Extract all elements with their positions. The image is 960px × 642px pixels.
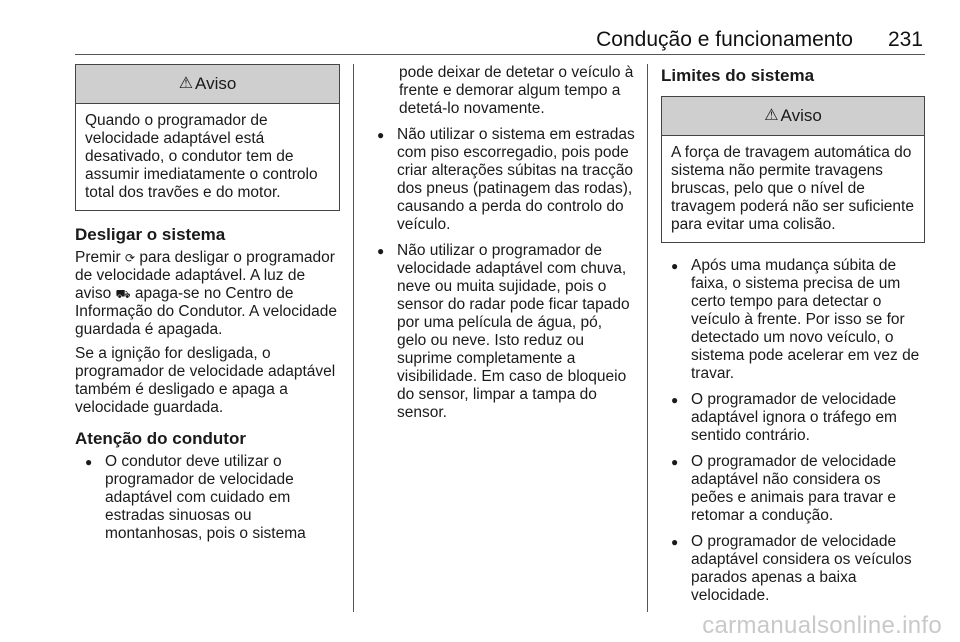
- list-item: ● Não utilizar o programador de velocidade adaptável com chuva, neve ou muita sujidade, pois o sensor do radar pode ficar tapado por uma película de água, pó, gelo ou neve. Isto reduz ou suprime completamente a visibilidade. Em caso de bloqueio do sensor, limpar a tampa do sensor.: [377, 242, 630, 421]
- warning-title: Aviso: [195, 74, 237, 93]
- paragraph: pode deixar de detetar o veículo à frente e demorar algum tempo a detetá-lo novamente.: [399, 64, 634, 117]
- cruise-warning-icon: ⛟: [115, 287, 131, 301]
- bullet-icon: ●: [377, 128, 385, 142]
- warning-triangle-icon: ⚠: [764, 107, 779, 124]
- watermark: carmanualsonline.info: [702, 612, 942, 639]
- bullet-icon: ●: [671, 535, 679, 549]
- column-right: [661, 64, 925, 613]
- list-item: ● O programador de velocidade adaptável ignora o tráfego em sentido contrário.: [671, 391, 897, 444]
- section-heading: Atenção do condutor: [75, 429, 246, 448]
- bullet-icon: ●: [671, 393, 679, 407]
- paragraph: Premir ⟳ para desligar o programador de velocidade adaptável. A luz de aviso ⛟ apaga-se no Centro de Informação do Condutor. A velocidade guardada é apagada.: [75, 249, 337, 338]
- column-left: [75, 64, 340, 551]
- bullet-list: [661, 257, 925, 605]
- bullet-icon: ●: [377, 244, 385, 258]
- warning-text: Quando o programador de velocidade adaptável está desativado, o condutor tem de assumir imediatamente o controlo total dos travões e do motor.: [85, 112, 318, 201]
- cruise-off-icon: ⟳: [124, 251, 136, 265]
- column-divider: [353, 64, 354, 612]
- warning-title: Aviso: [780, 106, 822, 125]
- section-heading: Desligar o sistema: [75, 225, 226, 244]
- page-number: 231: [887, 28, 923, 51]
- column-divider: [647, 64, 648, 612]
- section-heading: Limites do sistema: [661, 66, 815, 85]
- paragraph: Se a ignição for desligada, o programador de velocidade adaptável também é desligado e apaga a velocidade guardada.: [75, 345, 336, 416]
- section-title: Condução e funcionamento: [596, 28, 853, 51]
- warning-header: [76, 65, 339, 104]
- warning-text: A força de travagem automática do sistema não permite travagens bruscas, pelo que o nível de travagem poderá não ser suficiente para evitar uma colisão.: [671, 144, 914, 233]
- warning-triangle-icon: ⚠: [178, 75, 194, 92]
- list-item: ● O condutor deve utilizar o programador de velocidade adaptável com cuidado em estradas sinuosas ou montanhosas, pois o sistema: [85, 453, 306, 542]
- list-item: ● O programador de velocidade adaptável considera os veículos parados apenas a baixa velocidade.: [671, 533, 912, 604]
- column-middle: [367, 64, 635, 430]
- bullet-icon: ●: [85, 455, 93, 469]
- page-header: [75, 24, 925, 55]
- bullet-list: [75, 453, 340, 543]
- bullet-icon: ●: [671, 455, 679, 469]
- list-item: ● Após uma mudança súbita de faixa, o sistema precisa de um certo tempo para detectar o veículo à frente. Por isso se for detectado um novo veículo, o sistema pode acelerar em vez de travar.: [671, 257, 920, 382]
- list-item: ● Não utilizar o sistema em estradas com piso escorregadio, pois pode criar alterações súbitas na tracção dos pneus (patinagem das rodas), causando a perda do controlo do veículo.: [377, 126, 635, 233]
- warning-box: [75, 64, 340, 211]
- bullet-list: [367, 126, 635, 422]
- bullet-icon: ●: [671, 259, 679, 273]
- warning-header: [662, 97, 924, 136]
- warning-box: [661, 96, 925, 243]
- list-item: ● O programador de velocidade adaptável não considera os peões e animais para travar e retomar a condução.: [671, 453, 897, 524]
